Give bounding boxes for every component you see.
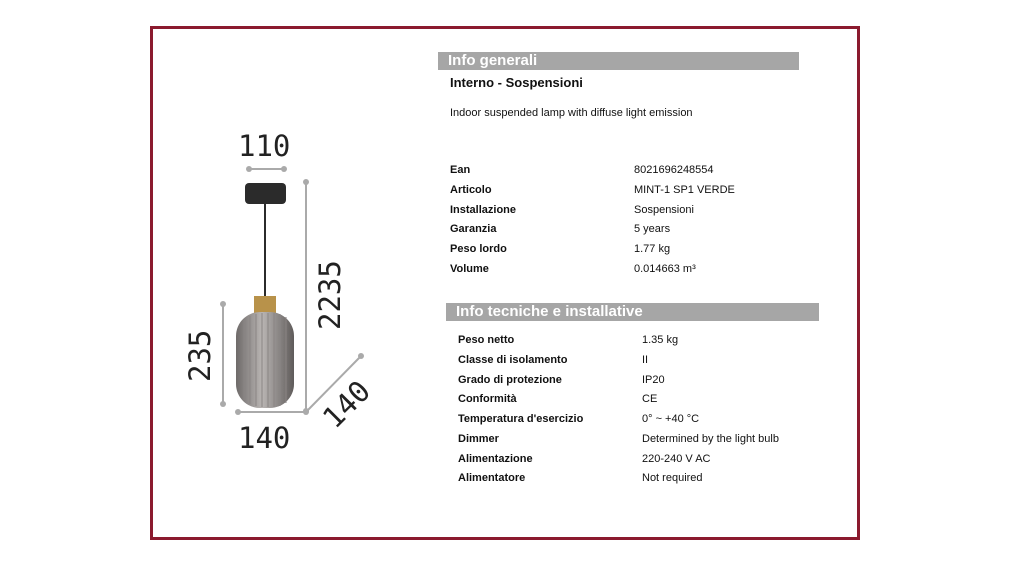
spec-label: Temperatura d'esercizio: [458, 413, 584, 425]
canopy-width-line: [246, 166, 287, 172]
spec-value: MINT-1 SP1 VERDE: [634, 184, 735, 196]
dim-canopy-width: 110: [238, 129, 291, 163]
spec-label: Alimentatore: [458, 472, 526, 484]
spec-value: IP20: [642, 374, 665, 386]
spec-label: Articolo: [450, 184, 492, 196]
spec-value: 1.35 kg: [642, 334, 679, 346]
product-description: Indoor suspended lamp with diffuse light emission: [450, 107, 693, 119]
spec-value: Determined by the light bulb: [642, 433, 779, 445]
spec-value: 1.77 kg: [634, 243, 671, 255]
spec-label: Garanzia: [450, 223, 497, 235]
spec-value: Not required: [642, 472, 703, 484]
glass-shade: [236, 312, 294, 408]
spec-value: 0° ~ +40 °C: [642, 413, 700, 425]
spec-value: CE: [642, 393, 658, 405]
dim-shade-depth: 140: [315, 373, 377, 435]
shade-height-line: [220, 301, 226, 407]
spec-label: Peso lordo: [450, 243, 507, 255]
technical-info-header: Info tecniche e installative: [446, 303, 819, 321]
spec-value: Sospensioni: [634, 204, 694, 216]
spec-label: Alimentazione: [458, 453, 533, 465]
dim-total-height: 2235: [313, 260, 347, 330]
spec-value: 0.014663 m³: [634, 263, 696, 275]
spec-value: 8021696248554: [634, 164, 714, 176]
spec-label: Dimmer: [458, 433, 499, 445]
shade-width-line: [235, 409, 309, 415]
total-height-line: [303, 179, 309, 414]
spec-label: Volume: [450, 263, 489, 275]
spec-value: 5 years: [634, 223, 671, 235]
spec-label: Peso netto: [458, 334, 515, 346]
spec-label: Conformità: [458, 393, 517, 405]
spec-label: Ean: [450, 164, 471, 176]
dim-shade-height: 235: [183, 329, 217, 382]
product-category: Interno - Sospensioni: [450, 75, 583, 90]
spec-label: Installazione: [450, 204, 517, 216]
spec-label: Grado di protezione: [458, 374, 562, 386]
spec-value: 220-240 V AC: [642, 453, 711, 465]
general-info-header: Info generali: [438, 52, 799, 70]
spec-value: II: [642, 354, 649, 366]
lamp-drawing-svg: [170, 120, 390, 460]
spec-label: Classe di isolamento: [458, 354, 568, 366]
lamp-technical-drawing: [170, 120, 390, 460]
canopy: [245, 183, 286, 204]
dim-shade-width: 140: [238, 421, 291, 455]
